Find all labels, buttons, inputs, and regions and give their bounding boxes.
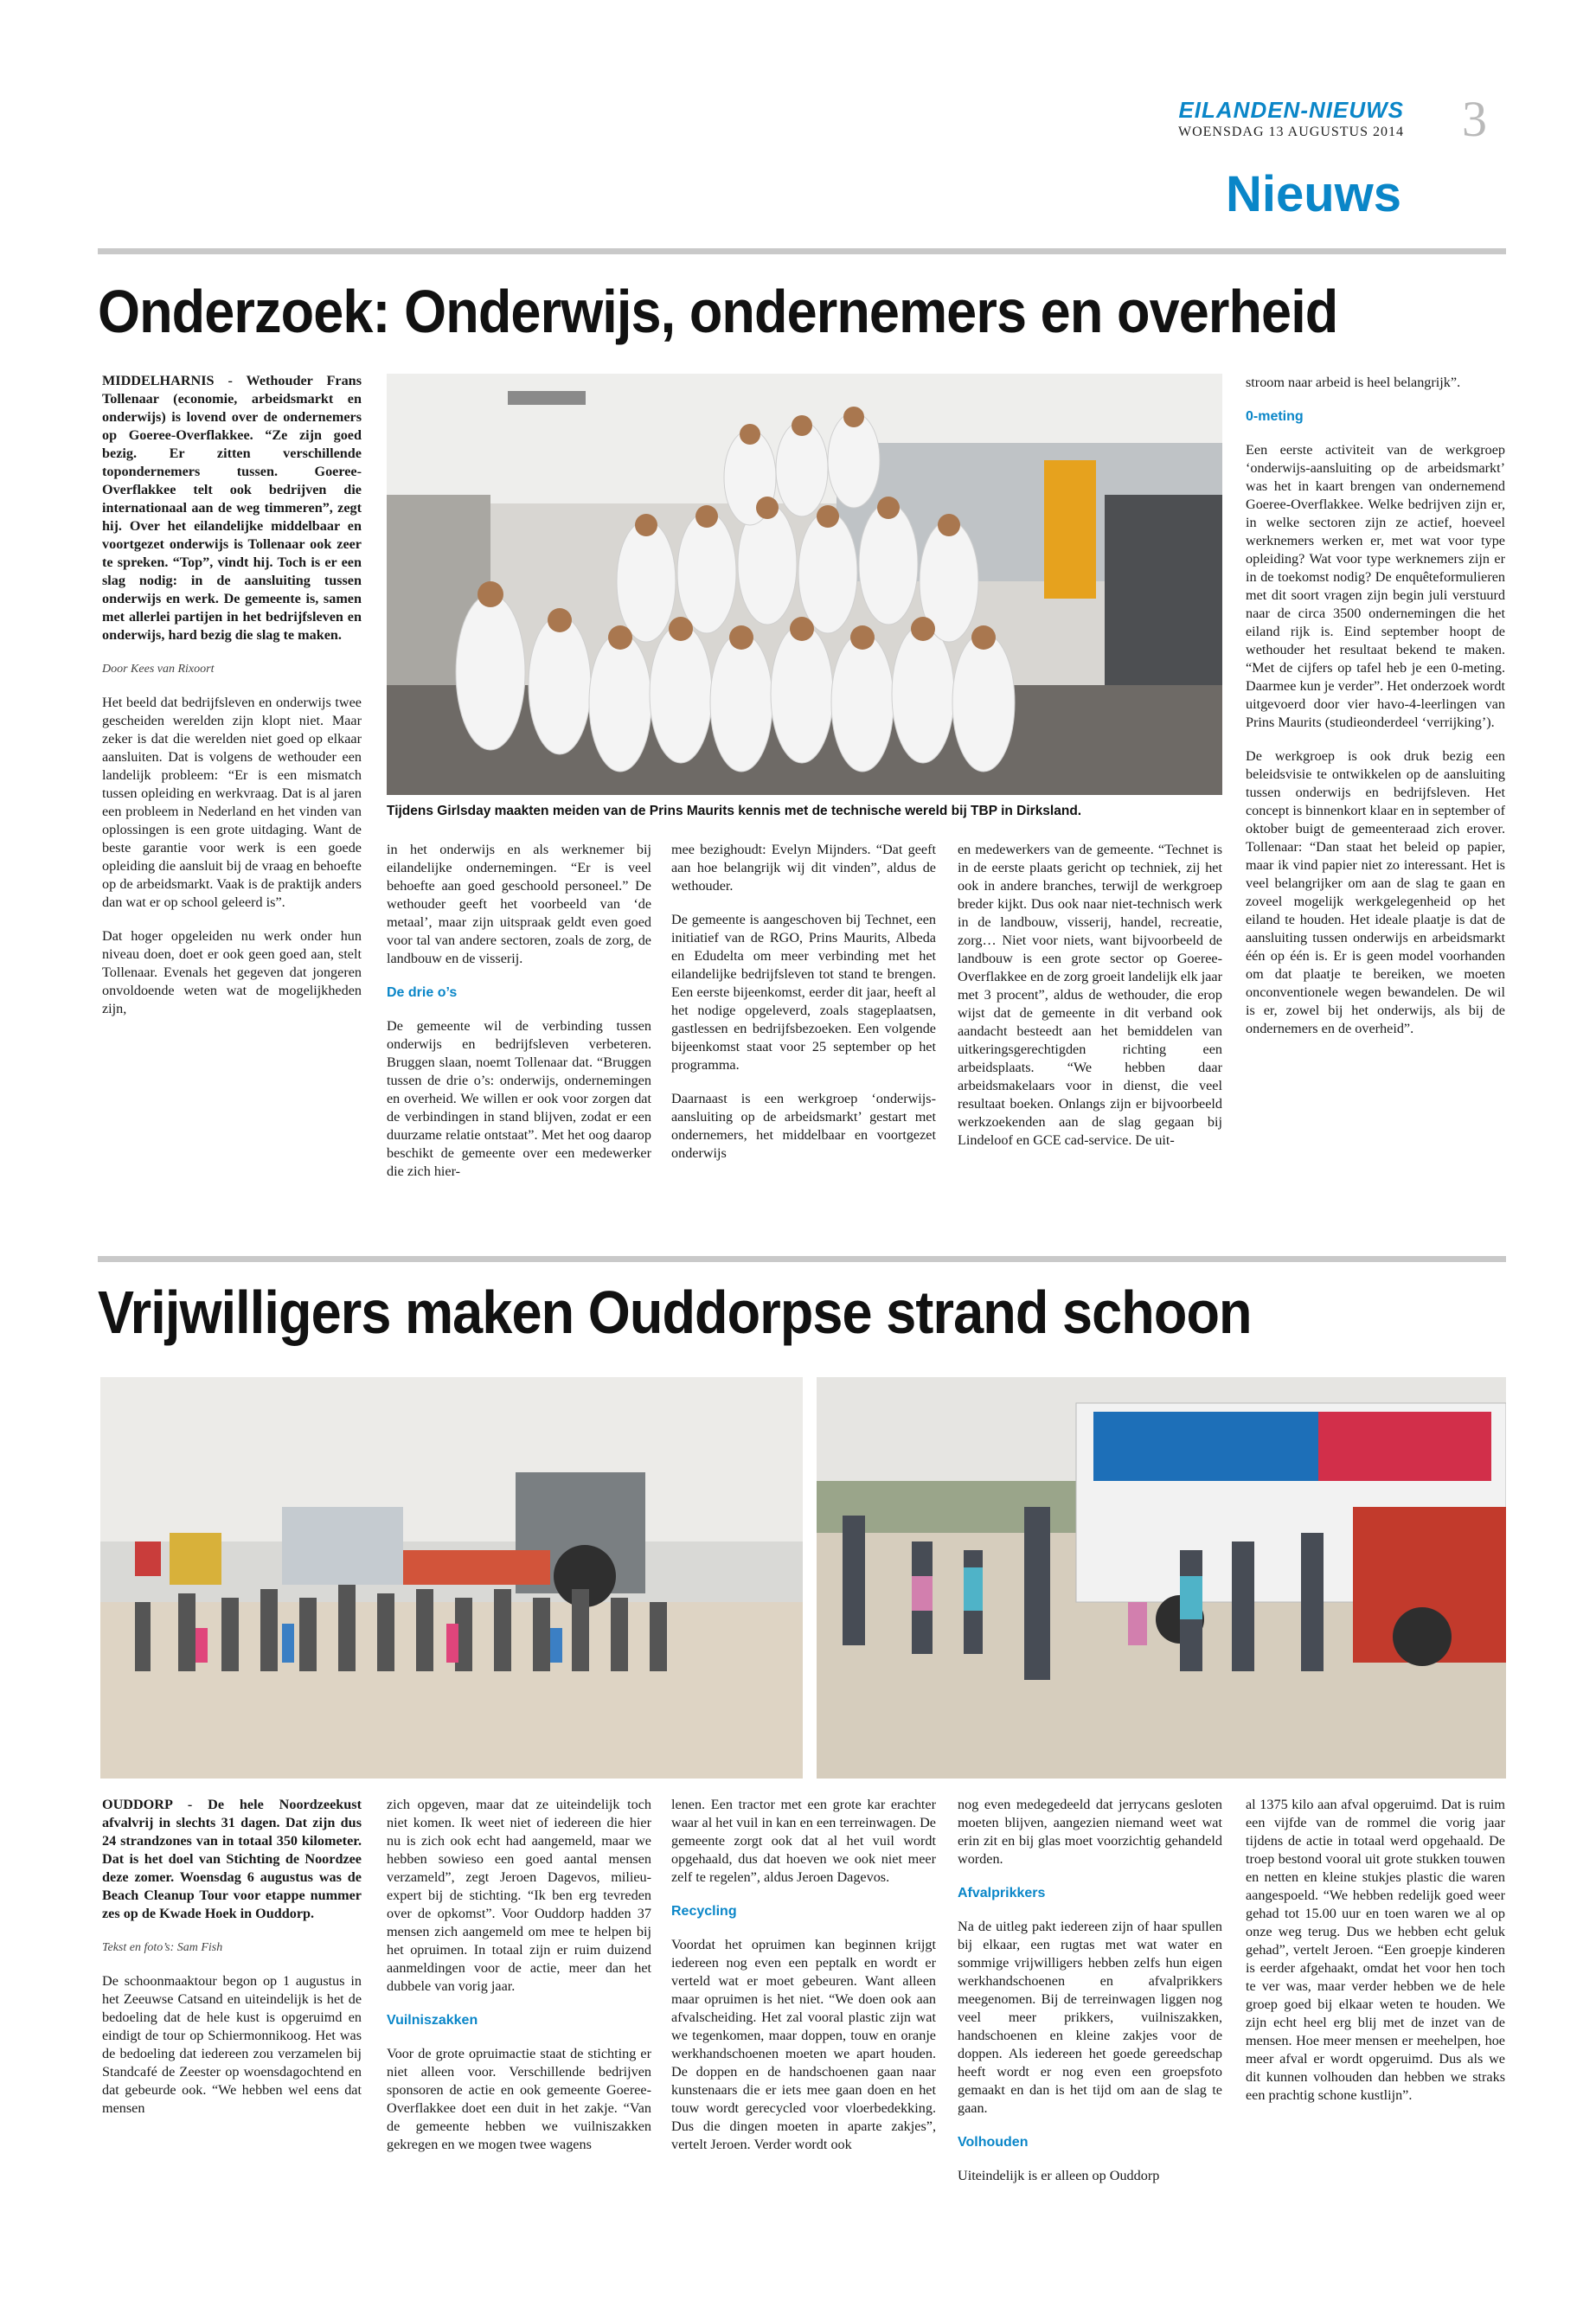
article1-photo-caption: Tijdens Girlsday maakten meiden van de Prins Maurits kennis met de technische wereld bij TBP in Dirksland. [387,804,1082,818]
paragraph: Het beeld dat bedrijfsleven en onderwijs twee gescheiden werelden zijn klopt niet. Maar zeker is dat die werelden niet goed op elkaar aansluiten. Dat is volgens de wethouder een landelijk probleem: “Er is een mismatch tussen opleiding en werkvraag. Dat is al jaren een probleem in Nederland en het vinden van oplossingen is een grote uitdaging. Want de beste garantie voor werk is een goede opleiding die aansluit bij de vraag en behoefte op de arbeidsmarkt. Vaak is de praktijk anders dan wat er op school geleerd is”. [102,695,362,910]
paragraph: De gemeente is aangeschoven bij Technet, een initiatief van de RGO, Prins Maurits, Albeda en Edudelta om meer verbinding met het eilandelijke bedrijfsleven tot stand te brengen. Een eerste bijeenkomst, eerder dit jaar, heeft al het nodige opgeleverd, zoals stageplaatsen, gastlessen en bedrijfsbezoeken. Een volgende bijeenkomst staat voor 25 september op het programma. [671,912,936,1073]
article1-column-5 [1246,374,1505,1054]
article2-column-3 [671,1796,936,2170]
article2-column-5 [1246,1796,1505,2120]
article2-byline: Tekst en foto’s: Sam Fish [102,1941,223,1954]
article1-column-3 [671,841,936,1178]
paragraph: Na de uitleg pakt iedereen zijn of haar spullen bij elkaar, een rugtas met wat water en sommige vrijwilligers hebben zelfs hun eigen werkhandschoenen en afvalprikkers meegenomen. Bij de terreinwagen liggen nog veel meer prikkers, vuilniszakken, handschoenen en kleine zakjes voor de doppen. Als iedereen het goede gereedschap heeft wordt er nog even een groepsfoto gemaakt en dan is het tijd om aan de slag te gaan. [958,1919,1222,2116]
middle-divider [98,1256,1506,1262]
article2-column-2 [387,1796,651,2170]
paragraph: De werkgroep is ook druk bezig een beleidsvisie te ontwikkelen op de aansluiting tussen onderwijs en bedrijfsleven. Het concept is binnenkort klaar en in september of oktober buigt de gemeenteraad zich erover. Tollenaar: “Dan staat het beleid op papier, maar ik vind papier niet zo interessant. Het is veel belangrijker om aan de slag te gaan en zoveel mogelijk werkgelegenheid op het eiland te houden. Het ideale plaatje is dat de aansluiting tussen onderwijs en arbeidsmarkt één op één is. Er is geen model voorhanden om dat plaatje te bereiken, we moeten onconventionele wegen bewandelen. De wil is er, zowel bij het onderwijs, als bij de ondernemers en de overheid”. [1246,748,1505,1036]
section-title: Nieuws [1225,166,1401,222]
paragraph: De schoonmaaktour begon op 1 augustus in het Zeeuwse Catsand en uiteindelijk is het de bedoeling dat de hele kust is opgeruimd en eindigt de tour op Schiermonnikoog. Het was de bedoeling dat iedereen zou verzamelen bij Standcafé de Zeester op woensdagochtend en dat gebeurde ook. “We hebben wel eens dat mensen [102,1973,362,2116]
subheading: Vuilniszakken [387,2013,478,2028]
paragraph: lenen. Een tractor met een grote kar erachter waar al het vuil in kan en een terreinwagen. De gemeente zorgt ook dat al het vuil wordt opgehaald, dus dat hoeven we ook niet meer zelf te regelen”, aldus Jeroen Dagevos. [671,1797,936,1885]
article1-lead: MIDDELHARNIS - Wethouder Frans Tollenaar (economie, arbeidsmarkt en onderwijs) is lovend over de ondernemers op Goeree-Overflakkee. “Ze zijn goed bezig. Er zitten verschillende topondernemers tussen. Goeree-Overflakkee telt ook bedrijven die internationaal aan de weg timmeren”, zegt hij. Over het eilandelijke middelbaar en voortgezet onderwijs is Tollenaar ook zeer te spreken. “Top”, vindt hij. Toch is er een slag nodig: in de aansluiting tussen onderwijs en werk. De gemeente is, samen met allerlei partijen in het bedrijfsleven en onderwijs, hard bezig die slag te maken. [102,373,362,643]
paragraph: Een eerste activiteit van de werkgroep ‘onderwijs-aansluiting op de arbeidsmarkt’ was het in kaart brengen van ondernemend Goeree-Overflakkee. Welke bedrijven zijn er, in welke sectoren zijn ze actief, hoeveel werknemers werken er, met wat voor type opleiding? Wat voor type werknemers zijn er in de toekomst nodig? De enquêteformulieren met dit soort vragen zijn begin juli verstuurd naar de circa 3500 ondernemingen die het eiland rijk is. Eind september hoopt de wethouder het resultaat bekend te maken. “Met de cijfers op tafel heb je een 0-meting. Daarmee kun je verder”. Het onderzoek wordt uitgevoerd door vier havo-4-leerlingen van Prins Maurits (studieonderdeel ‘verrijking’). [1246,442,1505,730]
top-divider [98,248,1506,254]
subheading: Recycling [671,1904,737,1919]
paragraph: Uiteindelijk is er alleen op Ouddorp [958,2168,1160,2183]
issue-date: WOENSDAG 13 AUGUSTUS 2014 [1177,125,1404,139]
paragraph: Dat hoger opgeleiden nu werk onder hun niveau doen, doet er ook geen goed aan, stelt Tollenaar. Evenals het gegeven dat jongeren onvoldoende weten wat de mogelijkheden zijn, [102,928,362,1016]
article2-headline: Vrijwilligers maken Ouddorpse strand schoon [98,1279,1252,1346]
paragraph: nog even medegedeeld dat jerrycans gesloten moeten blijven, aangezien niemand weet wat erin zit en bij glas moet voorzichtig gehandeld worden. [958,1797,1222,1867]
paragraph: al 1375 kilo aan afval opgeruimd. Dat is ruim een vijfde van de rommel die vorig jaar tijdens de actie in totaal werd opgehaald. De troep bestond vooral uit grote stukken touwen en netten en kleine stukjes plastic die waren aangespoeld. “We hebben redelijk goed weer gehad tot 15.00 uur en toen waren we al op onze weg terug. Dus we hebben echt geluk gehad”, vertelt Jeroen. “Een groepje kinderen is eerder afgehaakt, omdat het voor hen toch te ver was, maar verder hebben we de hele groep goed bij elkaar weten te houden. We zijn echt heel erg blij met de inzet van de mensen. Hoe meer mensen er meehelpen, hoe meer afval er wordt opgeruimd. Dus als we dit kunnen volhouden dan hebben we straks een prachtig schone kustlijn”. [1246,1797,1505,2103]
page-number: 3 [1462,91,1487,147]
paragraph: stroom naar arbeid is heel belangrijk”. [1246,375,1461,390]
article2-lead: OUDDORP - De hele Noordzeekust afvalvrij in slechts 31 dagen. Dat zijn dus 24 strandzones van in totaal 350 kilometer. Dat is het doel van Stichting de Noordzee deze zomer. Woensdag 6 augustus was de Beach Cleanup Tour voor etappe nummer zes op de Kwade Hoek in Ouddorp. [102,1797,362,1921]
article1-column-4 [958,841,1222,1165]
article1-byline: Door Kees van Rixoort [102,663,215,676]
article1-column-2 [387,841,651,1196]
paragraph: in het onderwijs en als werknemer bij eilandelijke ondernemingen. “Er is veel behoefte aan goed geschoold personeel.” De wethouder geeft het voorbeeld van ‘de metaal’, maar zijn uitspraak geldt even goed voor tal van andere sectoren, zoals de zorg, de landbouw en de visserij. [387,842,651,966]
article1-headline: Onderzoek: Onderwijs, ondernemers en overheid [98,278,1338,345]
masthead [971,97,1404,142]
paragraph: Voordat het opruimen kan beginnen krijgt iedereen nog even een peptalk en wordt er verteld wat er moet gebeuren. Want alleen maar opruimen is het niet. “We doen ook aan afvalscheiding. Het zal vooral plastic zijn wat we tegenkomen, maar doppen, touw en oranje werkhandschoenen moeten we apart houden. De doppen en de handschoenen gaan naar kunstenaars die er iets mee gaan doen en het touw wordt gerecycled voor vloerbedekking. Dus die dingen moeten in aparte zakjes”, vertelt Jeroen. Verder wordt ook [671,1937,936,2152]
paragraph: zich opgeven, maar dat ze uiteindelijk toch niet komen. Ik weet niet of iedereen die hier nu is zich ook echt had aangemeld, maar we hebben sowieso een goed aantal mensen verzameld”, zegt Jeroen Dagevos, milieu-expert bij de stichting. “Ik ben erg tevreden over de opkomst”. Voor Ouddorp hadden 37 mensen zich aangemeld om mee te helpen bij het opruimen. In totaal zijn er ruim duizend aanmeldingen voor de actie, meer dan het dubbele van vorig jaar. [387,1797,651,1994]
girlsday-photo [387,374,1222,795]
paragraph: Daarnaast is een werkgroep ‘onderwijs-aansluiting op de arbeidsmarkt’ gestart met ondernemers, het middelbaar en voortgezet onderwijs [671,1091,936,1161]
newspaper-logo: EILANDEN-NIEUWS [1178,97,1404,123]
paragraph: De gemeente wil de verbinding tussen onderwijs en bedrijfsleven verbeteren. Bruggen slaan, noemt Tollenaar dat. “Bruggen tussen de drie o’s: onderwijs, ondernemingen en overheid. We willen er ook voor zorgen dat de verbindingen in stand blijven, zodat er een duurzame relatie ontstaat”. Met het oog daarop beschikt de gemeente over een medewerker die zich hier- [387,1018,651,1179]
beach-cleanup-photo [817,1377,1506,1779]
paragraph: Voor de grote opruimactie staat de stichting er niet alleen voor. Verschillende bedrijven sponsoren de actie en ook gemeente Goeree-Overflakkee doet een duit in het zakje. “Van de gemeente hebben we vuilniszakken gekregen en we mogen twee wagens [387,2046,651,2152]
subheading: De drie o’s [387,985,458,1000]
article2-column-4 [958,1796,1222,2201]
subheading: Afvalprikkers [958,1886,1046,1900]
article1-column-1 [102,372,362,1034]
subheading: 0-meting [1246,409,1304,424]
paragraph: mee bezighoudt: Evelyn Mijnders. “Dat geeft aan hoe belangrijk wij dit vinden”, aldus de wethouder. [671,842,936,894]
beach-group-photo [100,1377,803,1779]
paragraph: en medewerkers van de gemeente. “Technet is in de eerste plaats gericht op techniek, zij het ook in andere branches, terwijl de werkgroep breder kijkt. Dus ook naar niet-technisch werk in de landbouw, visserij, handel, recreatie, zorg… Niet voor niets, want bijvoorbeeld de landbouw is een grote sector op Goeree-Overflakkee en de zorg groeit landelijk elk jaar met 3 procent”, aldus de wethouder, die erop wijst dat de gemeente in dit verband ook aandacht besteedt aan het bemiddelen van uitkeringsgerechtigden richting een arbeidsplaats. “We hebben daar arbeidsmakelaars voor in dienst, die veel resultaat boeken. Onlangs zijn er bijvoorbeeld werkzoekenden aan de slag gegaan bij Lindeloof en GCE cad-service. De uit- [958,842,1222,1148]
article2-column-1 [102,1796,362,2133]
subheading: Volhouden [958,2135,1029,2150]
